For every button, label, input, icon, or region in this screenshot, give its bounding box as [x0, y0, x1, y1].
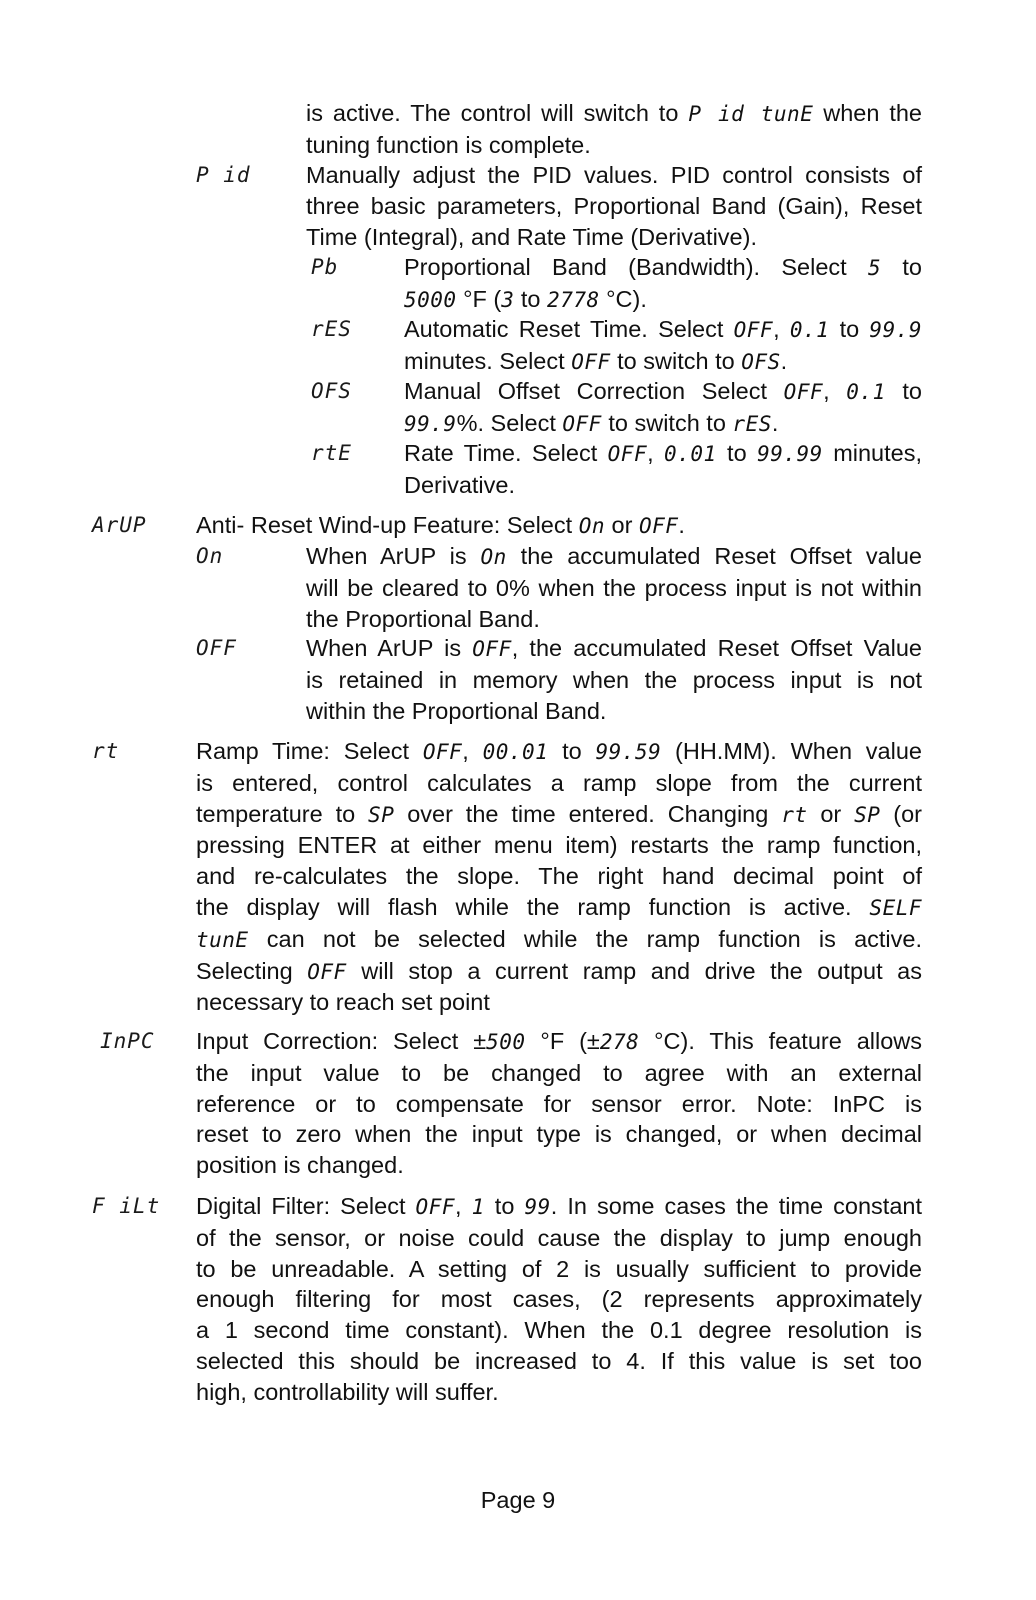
parameter-description [196, 1191, 922, 1408]
text-line: reset to zero when the input type is changed, or when decimal [196, 1121, 922, 1148]
display-code: OFF [422, 740, 463, 764]
parameter-description [196, 1026, 922, 1181]
text-line: Manual Offset Correction Select OFF, 0.1 to [404, 378, 922, 404]
display-code: SELF [869, 895, 922, 920]
text-line: a 1 second time constant). When the 0.1 degree resolution is [196, 1317, 922, 1344]
text-line: reference or to compensate for sensor error. Note: InPC is [196, 1090, 922, 1117]
text-line: of the sensor, or noise could cause the display to jump enough [196, 1224, 922, 1251]
text-line: and re-calculates the slope. The right hand decimal point of [196, 863, 922, 890]
text-line: Anti- Reset Wind-up Feature: Select On or OFF. [196, 512, 685, 538]
parameter-code: rtE [311, 441, 352, 465]
parameter-description [404, 252, 922, 316]
parameter-description [404, 438, 922, 501]
display-code: OFF [733, 318, 774, 342]
parameter-description [306, 541, 922, 634]
display-code: tunE [196, 927, 249, 952]
display-code: 0.1 [789, 318, 830, 342]
text-line: the input value to be changed to agree with an external [196, 1059, 922, 1086]
text-line: the display will flash while the ramp function is active. SELF [196, 893, 922, 920]
parameter-description [306, 160, 922, 252]
display-code: 99 [524, 1195, 551, 1219]
parameter-description [404, 314, 922, 378]
text-line: to be unreadable. A setting of 2 is usually sufficient to provide [196, 1255, 922, 1282]
parameter-code: rES [311, 317, 352, 341]
display-code: 99.9 [404, 411, 457, 436]
display-code: 1 [471, 1195, 485, 1219]
text-line: temperature to SP over the time entered. Changing rt or SP (or [196, 800, 923, 827]
text-line: tunE can not be selected while the ramp function is active. [196, 925, 922, 952]
text-line: necessary to reach set point [196, 989, 490, 1016]
parameter-description [196, 736, 922, 1018]
parameter-code: ArUP [92, 513, 147, 537]
display-code: SP [368, 802, 395, 827]
text-line: Digital Filter: Select OFF, 1 to 99. In some cases the time constant [196, 1193, 922, 1219]
text-line: is retained in memory when the process input is not [306, 666, 922, 693]
parameter-description [404, 376, 922, 440]
text-line: Rate Time. Select OFF, 0.01 to 99.99 minutes, [404, 440, 923, 466]
display-code: 0.1 [846, 380, 886, 404]
display-code: OFF [638, 514, 679, 538]
text-line: Manually adjust the PID values. PID control consists of [306, 162, 922, 188]
parameter-description [196, 510, 922, 542]
text-line: 5000 °F (3 to 2778 °C). [404, 285, 647, 312]
text-line: enough filtering for most cases, (2 represents approximately [196, 1286, 922, 1313]
text-line: pressing ENTER at either menu item) restarts the ramp function, [196, 832, 922, 859]
text-line: Proportional Band (Bandwidth). Select 5 to [404, 254, 922, 280]
text-line: Input Correction: Select ±500 °F (±278 °C). This feature allows [196, 1028, 922, 1054]
display-code: 99.59 [595, 740, 662, 764]
display-code: OFF [472, 637, 512, 661]
text-line: Derivative. [404, 471, 516, 498]
page-number: Page 9 [480, 1487, 556, 1513]
text-line: the Proportional Band. [306, 605, 540, 632]
text-line: within the Proportional Band. [306, 697, 607, 724]
text-line: minutes. Select OFF to switch to OFS. [404, 347, 788, 374]
parameter-code: F iLt [92, 1194, 161, 1218]
parameter-code: On [196, 544, 224, 568]
text-line: tuning function is complete. [306, 131, 591, 158]
parameter-code: OFS [311, 379, 352, 403]
display-code: 00.01 [482, 740, 549, 764]
display-code: 99.9 [869, 318, 922, 342]
text-line: is entered, control calculates a ramp slope from the current [196, 769, 922, 796]
parameter-code: P id [196, 163, 251, 187]
display-code: On [578, 514, 605, 538]
parameter-code: OFF [196, 636, 237, 660]
display-code: OFF [783, 380, 824, 404]
parameter-code: InPC [100, 1029, 155, 1053]
display-code: OFF [562, 411, 602, 436]
text-line: Ramp Time: Select OFF, 00.01 to 99.59 (HH.MM). When value [196, 738, 922, 764]
text-line: position is changed. [196, 1152, 404, 1179]
display-code: OFF [607, 442, 648, 466]
text-line: Time (Integral), and Rate Time (Derivative). [306, 223, 757, 250]
text-line: When ArUP is OFF, the accumulated Reset Offset Value [306, 635, 922, 661]
display-code: 3 [501, 287, 515, 312]
parameter-code: Pb [311, 255, 339, 279]
text-line: will be cleared to 0% when the process input is not within [306, 574, 922, 601]
display-code: P id tunE [688, 102, 814, 126]
parameter-description [306, 98, 922, 161]
display-code: SP [854, 802, 881, 827]
text-line: 99.9%. Select OFF to switch to rES. [404, 409, 779, 436]
display-code: rt [781, 802, 808, 827]
parameter-code: rt [92, 739, 120, 763]
display-code: 2778 [547, 287, 600, 312]
text-line: three basic parameters, Proportional Band (Gain), Reset [306, 192, 922, 219]
display-code: OFS [741, 349, 781, 374]
display-code: 500 [486, 1030, 526, 1054]
text-line: When ArUP is On the accumulated Reset Offset value [306, 543, 923, 569]
display-code: 0.01 [664, 442, 717, 466]
display-code: 5 [867, 256, 882, 280]
display-code: 5000 [404, 287, 457, 312]
text-line: is active. The control will switch to P id tunE when the [306, 100, 922, 126]
text-line: Selecting OFF will stop a current ramp and drive the output as [196, 957, 923, 984]
display-code: OFF [415, 1195, 455, 1219]
display-code: rES [732, 411, 772, 436]
text-line: Automatic Reset Time. Select OFF, 0.1 to 99.9 [404, 316, 922, 342]
display-code: 278 [599, 1030, 640, 1054]
text-line: selected this should be increased to 4. If this value is set too [196, 1347, 922, 1374]
parameter-description [306, 633, 922, 726]
text-line: high, controllability will suffer. [196, 1378, 499, 1405]
display-code: 99.99 [757, 442, 823, 466]
display-code: OFF [571, 349, 611, 374]
display-code: On [480, 545, 507, 569]
display-code: OFF [307, 959, 347, 984]
